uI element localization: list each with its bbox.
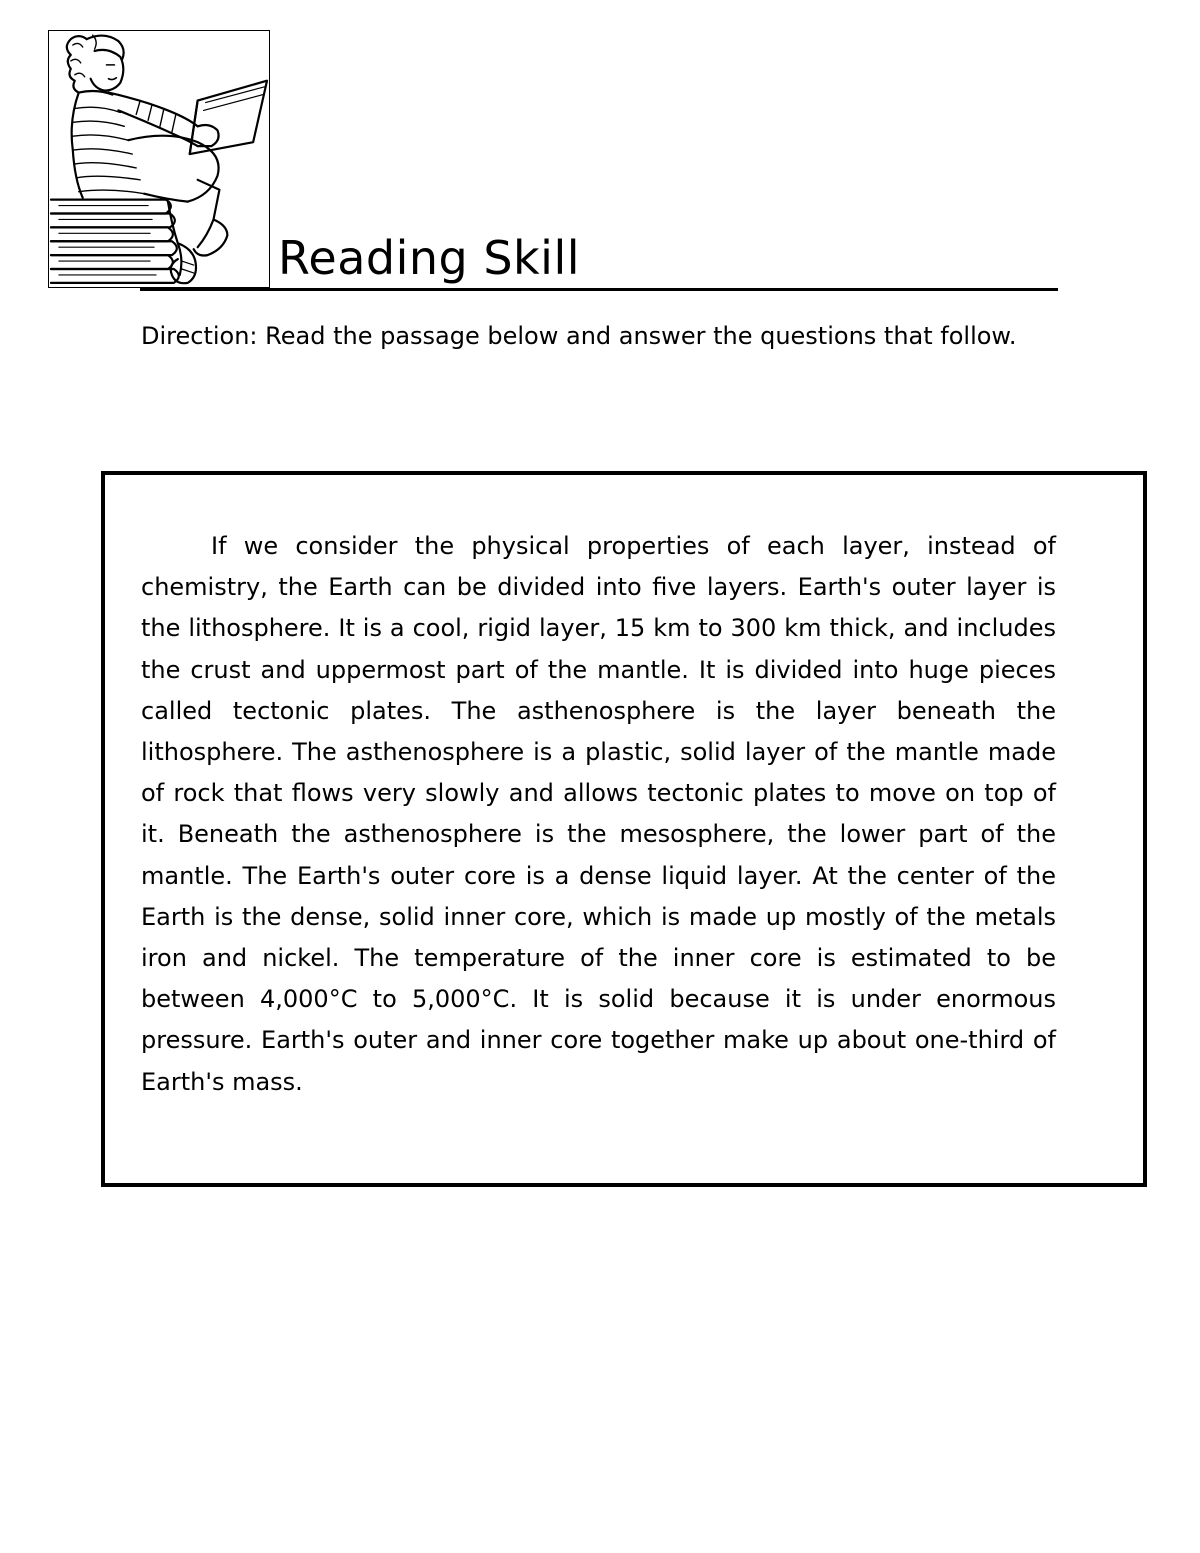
girl-reading-clipart [48,30,270,288]
book-stack [51,200,179,283]
page-title: Reading Skill [278,231,581,285]
direction-text: Direction: Read the passage below and answer the questions that follow. [141,322,1017,350]
face [91,50,124,91]
girl-reading-on-books-icon [49,31,269,287]
title-underline [140,288,1058,291]
arms [108,93,218,147]
torso [72,91,144,198]
passage-text: If we consider the physical properties of each layer, instead of chemistry, the Earth can be divided into five layers. Earth's outer layer is the lithosphere. It is a cool, rigid layer, 15 km to 300 km thick, and includes the crust and uppermost part of the mantle. It is divided into huge pieces called tectonic plates. The asthenosphere is the layer beneath the lithosphere. The asthenosphere is a plastic, solid layer of the mantle made of rock that flows very slowly and allows tectonic plates to move on top of it. Beneath the asthenosphere is the mesosphere, the lower part of the mantle. The Earth's outer core is a dense liquid layer. At the center of the Earth is the dense, solid inner core, which is made up mostly of the metals iron and nickel. The temperature of the inner core is estimated to be between 4,000°C to 5,000°C. It is solid because it is under enormous pressure. Earth's outer and inner core together make up about one-third of Earth's mass. [141,532,1056,1096]
hair [67,35,124,92]
